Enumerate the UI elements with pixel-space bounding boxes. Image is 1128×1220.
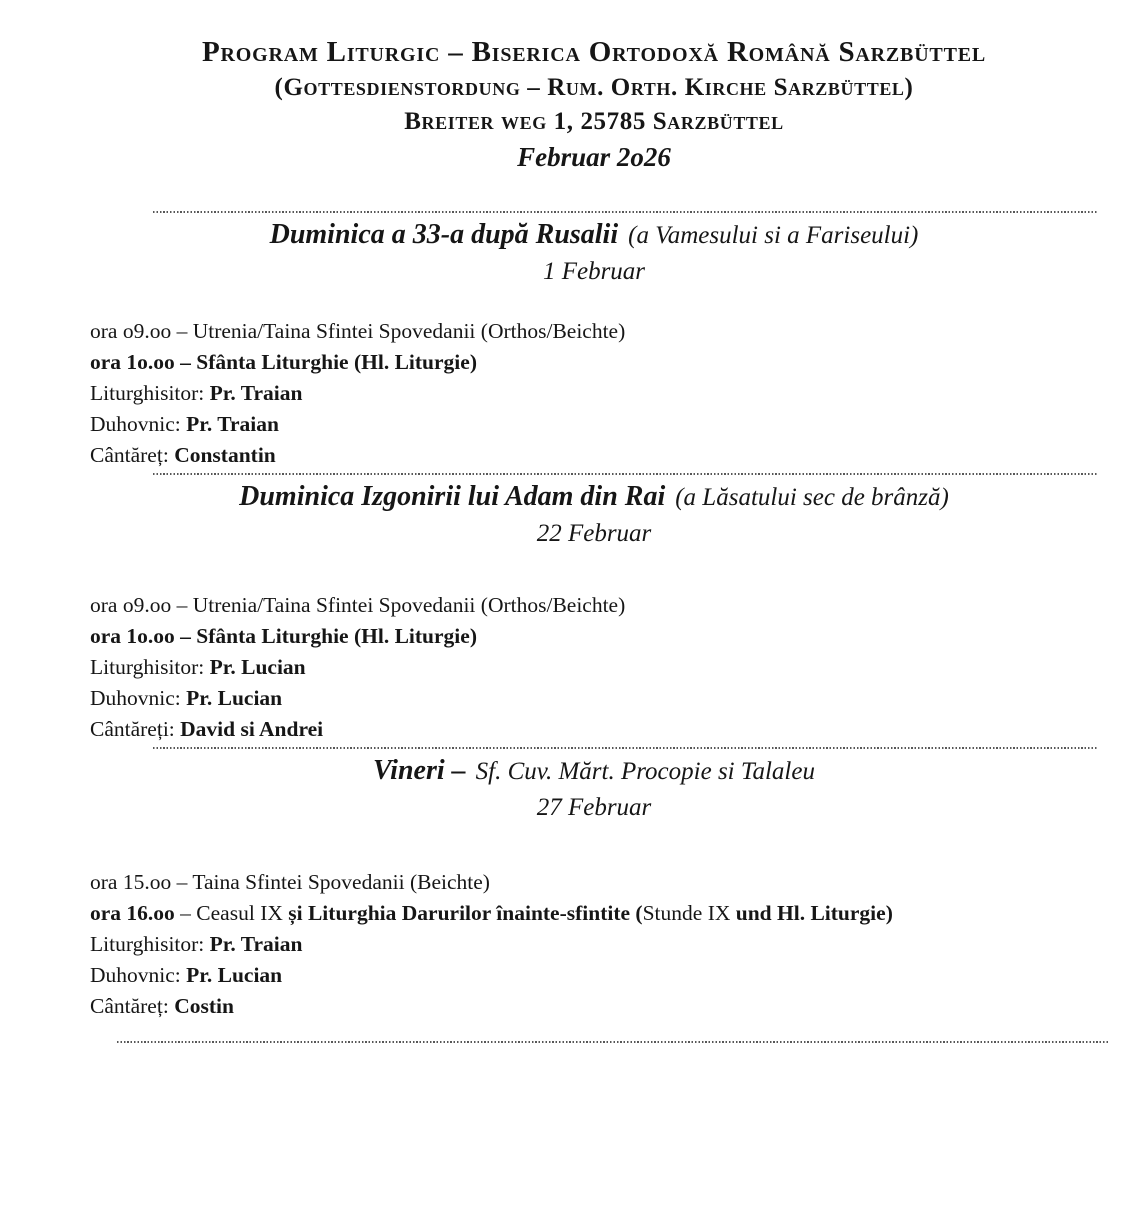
role-name: Pr. Lucian [186, 686, 283, 710]
role-entry-duhovnic [90, 683, 1128, 714]
section-3-heading [95, 751, 1093, 792]
service-section-2 [0, 477, 1128, 745]
time-segment: ora 16.oo [90, 901, 175, 925]
section-2-date: 22 Februar [536, 520, 652, 547]
document-title: Program Liturgic – Biserica Ortodoxă Română Sarzbüttel [202, 36, 986, 68]
service-section-1 [0, 215, 1128, 471]
service-time-entry: ora o9.oo – Utrenia/Taina Sfintei Spovedanii (Orthos/Beichte) [90, 593, 626, 617]
section-1-date: 1 Februar [542, 258, 646, 285]
time-segment: und Hl. Liturgie) [735, 901, 893, 925]
role-entry-liturghisitor [90, 652, 1128, 683]
section-3-schedule [90, 867, 1128, 1022]
role-entry-liturghisitor [90, 378, 1128, 409]
section-1-heading [95, 215, 1093, 256]
role-entry-cantareti [90, 714, 1128, 745]
document-header [95, 33, 1093, 176]
service-time-entry: ora 15.oo – Taina Sfintei Spovedanii (Beichte) [90, 870, 490, 894]
document-subtitle-german: (Gottesdienstordung – Rum. Orth. Kirche Sarzbüttel) [274, 74, 914, 101]
role-name: Pr. Lucian [209, 655, 306, 679]
role-name: Constantin [174, 443, 276, 467]
role-label: Cântăreț: [90, 994, 169, 1018]
role-label: Liturghisitor: [90, 932, 205, 956]
document-address: Breiter weg 1, 25785 Sarzbüttel [404, 108, 784, 135]
role-entry-liturghisitor [90, 929, 1128, 960]
role-name: Pr. Traian [186, 412, 279, 436]
dotted-separator [153, 211, 1097, 213]
role-label: Duhovnic: [90, 686, 181, 710]
service-time-entry: ora 1o.oo – Sfânta Liturghie (Hl. Liturgie) [90, 350, 477, 374]
section-3-date: 27 Februar [536, 794, 652, 821]
time-segment: și Liturghia Darurilor înainte-sfintite ( [288, 901, 643, 925]
role-label: Duhovnic: [90, 963, 181, 987]
service-time-entry-mixed [90, 898, 1128, 929]
section-1-heading-name: Duminica a 33-a după Rusalii [269, 219, 619, 250]
role-label: Liturghisitor: [90, 655, 205, 679]
section-2-heading-note: (a Lăsatului sec de brânză) [675, 484, 949, 511]
section-3-heading-name: Vineri – [373, 755, 466, 786]
section-3-heading-note: Sf. Cuv. Mărt. Procopie si Talaleu [475, 758, 815, 785]
service-section-3 [0, 751, 1128, 1022]
section-1-schedule [90, 316, 1128, 471]
section-2-heading-name: Duminica Izgonirii lui Adam din Rai [239, 481, 666, 512]
role-name: David si Andrei [180, 717, 324, 741]
dotted-separator [153, 747, 1097, 749]
role-name: Costin [174, 994, 234, 1018]
document-month: Februar 2o26 [517, 142, 671, 172]
role-name: Pr. Traian [209, 932, 303, 956]
role-entry-duhovnic [90, 960, 1128, 991]
role-name: Pr. Traian [209, 381, 303, 405]
role-label: Liturghisitor: [90, 381, 205, 405]
dotted-separator [117, 1041, 1110, 1043]
role-entry-cantaret [90, 440, 1128, 471]
dotted-separator [153, 473, 1097, 475]
time-segment: Stunde IX [642, 901, 736, 925]
section-2-schedule [90, 590, 1128, 745]
section-1-heading-note: (a Vamesului si a Fariseului) [628, 222, 919, 249]
role-entry-duhovnic [90, 409, 1128, 440]
section-2-heading [95, 477, 1093, 518]
role-name: Pr. Lucian [186, 963, 283, 987]
time-segment: – Ceasul IX [174, 901, 289, 925]
role-label: Duhovnic: [90, 412, 181, 436]
role-label: Cântăreț: [90, 443, 169, 467]
service-time-entry: ora o9.oo – Utrenia/Taina Sfintei Spovedanii (Orthos/Beichte) [90, 319, 626, 343]
role-entry-cantaret [90, 991, 1128, 1022]
service-time-entry: ora 1o.oo – Sfânta Liturghie (Hl. Liturgie) [90, 624, 477, 648]
role-label: Cântăreți: [90, 717, 175, 741]
